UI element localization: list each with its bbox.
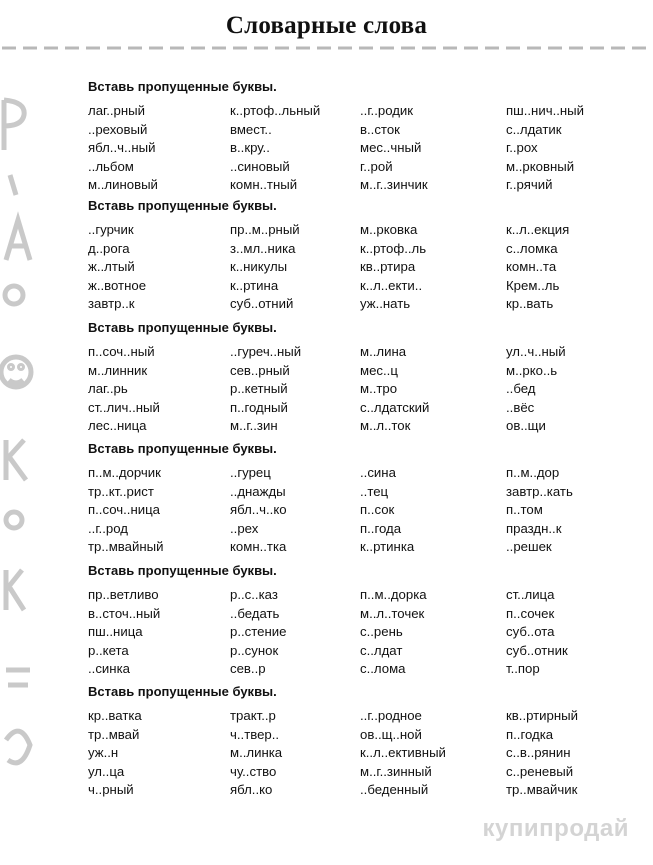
word: з..мл..ника <box>230 240 296 256</box>
word: с..реневый <box>506 763 574 779</box>
word: д..рога <box>88 240 130 256</box>
word: м..л..ток <box>360 418 411 433</box>
word: ..вёс <box>506 399 535 415</box>
word: завтр..к <box>88 296 135 311</box>
word: к..л..екти.. <box>360 277 423 293</box>
word: с..ломка <box>506 240 558 256</box>
word-grid <box>88 344 628 437</box>
word: ..днажды <box>230 483 286 499</box>
word: м..тро <box>360 381 398 396</box>
section-heading: Вставь пропущенные буквы. <box>88 320 277 335</box>
word: завтр..кать <box>506 483 573 499</box>
word: м..л..точек <box>360 605 425 621</box>
word: м..рковный <box>506 158 575 174</box>
word: р..кетный <box>230 381 288 396</box>
word: пр..м..рный <box>230 222 300 237</box>
word-row <box>88 521 628 540</box>
word: кр..ватка <box>88 708 142 723</box>
word-row <box>88 624 628 643</box>
word-row <box>88 296 628 315</box>
word: ж..вотное <box>88 277 147 293</box>
word: ..г..родное <box>360 708 422 723</box>
word-row <box>88 122 628 141</box>
word: ст..лич..ный <box>88 399 160 415</box>
word-row <box>88 764 628 783</box>
word: г..рой <box>360 158 393 174</box>
word: п..м..дорка <box>360 587 427 602</box>
word-row <box>88 259 628 278</box>
word: м..г..зинчик <box>360 177 428 192</box>
word: м..г..зин <box>230 418 278 433</box>
word: п..соч..ный <box>88 344 155 359</box>
word-row <box>88 782 628 801</box>
word-row <box>88 381 628 400</box>
word-row <box>88 278 628 297</box>
word: мес..чный <box>360 140 422 155</box>
exercise-section-2 <box>88 198 628 315</box>
word-row <box>88 103 628 122</box>
word: м..рковка <box>360 222 418 237</box>
word-grid <box>88 708 628 801</box>
word: тр..мвай <box>88 726 140 742</box>
word: к..л..ективный <box>360 745 446 760</box>
word: ов..щи <box>506 418 546 433</box>
word: ябл..ко <box>230 782 273 797</box>
word: р..сунок <box>230 642 279 658</box>
section-heading: Вставь пропущенные буквы. <box>88 198 277 213</box>
word: ст..лица <box>506 587 555 602</box>
word: ..тец <box>360 483 389 499</box>
word: комн..та <box>506 259 557 274</box>
word: пш..ница <box>88 624 143 639</box>
word: Крем..ль <box>506 277 560 293</box>
word-row <box>88 159 628 178</box>
word: ..гурчик <box>88 222 134 237</box>
word-row <box>88 177 628 196</box>
word: м..линка <box>230 745 283 760</box>
word-row <box>88 140 628 159</box>
word: к..ртоф..льный <box>230 103 321 118</box>
word: ..рех <box>230 520 259 536</box>
word: ул..ч..ный <box>506 344 566 359</box>
word-row <box>88 606 628 625</box>
word: ябл..ч..ко <box>230 502 287 517</box>
word-grid <box>88 465 628 558</box>
exercise-section-1 <box>88 79 628 196</box>
word: ..решек <box>506 539 552 554</box>
word: ..г..родик <box>360 103 414 118</box>
word-row <box>88 745 628 764</box>
word: ч..твер.. <box>230 726 280 742</box>
word-row <box>88 222 628 241</box>
word: ..сина <box>360 465 396 480</box>
word-row <box>88 344 628 363</box>
word: ч..рный <box>88 782 134 797</box>
word: р..с..каз <box>230 587 278 602</box>
word: сев..р <box>230 661 266 676</box>
word: ..льбом <box>88 158 134 174</box>
section-heading: Вставь пропущенные буквы. <box>88 684 277 699</box>
word: п..года <box>360 520 402 536</box>
word: м..линовый <box>88 177 158 192</box>
word: пш..нич..ный <box>506 103 585 118</box>
page-title: Словарные слова <box>225 12 428 39</box>
word: комн..тка <box>230 539 287 554</box>
word: ..бед <box>506 381 536 396</box>
word: ..гуреч..ный <box>230 344 302 359</box>
word: тр..мвайный <box>88 539 164 554</box>
section-heading: Вставь пропущенные буквы. <box>88 563 277 578</box>
word: праздн..к <box>506 520 562 536</box>
word: м..г..зинный <box>360 763 432 779</box>
word: уж..нать <box>360 296 411 311</box>
exercise-section-5 <box>88 563 628 680</box>
word: г..рячий <box>506 177 553 192</box>
word: кв..ртирный <box>506 708 579 723</box>
word: к..ртина <box>230 277 279 293</box>
word: суб..отний <box>230 296 294 311</box>
word: п..сок <box>360 502 395 517</box>
word: с..лома <box>360 661 406 676</box>
word: ..г..род <box>88 520 128 536</box>
word: п..годный <box>230 399 288 415</box>
word-row <box>88 418 628 437</box>
word: ..беденный <box>360 782 429 797</box>
word: ..синовый <box>230 158 290 174</box>
section-heading: Вставь пропущенные буквы. <box>88 79 277 94</box>
word: лаг..рный <box>88 103 146 118</box>
word-row <box>88 363 628 382</box>
word: тракт..р <box>230 708 276 723</box>
watermark-text: купипродай <box>482 815 629 842</box>
word: т..пор <box>506 661 540 676</box>
word: п..м..дорчик <box>88 465 161 480</box>
word: п..годка <box>506 726 554 742</box>
word: тр..мвайчик <box>506 782 578 797</box>
word: м..лина <box>360 344 407 359</box>
word: вмест.. <box>230 121 272 137</box>
word: в..сточ..ный <box>88 605 161 621</box>
word: лаг..рь <box>88 381 128 396</box>
word: тр..кт..рист <box>88 483 154 499</box>
word-grid <box>88 103 628 196</box>
word: комн..тный <box>230 177 298 192</box>
word: м..рко..ь <box>506 362 558 378</box>
word: ..бедать <box>230 605 280 621</box>
word: кв..ртира <box>360 259 416 274</box>
word: к..ртинка <box>360 539 415 554</box>
word: ов..щ..ной <box>360 726 422 742</box>
word: суб..ота <box>506 624 555 639</box>
word: уж..н <box>88 745 119 760</box>
word-row <box>88 708 628 727</box>
word-row <box>88 539 628 558</box>
word: к..л..екция <box>506 222 570 237</box>
word: с..лдатик <box>506 121 562 137</box>
word: п..сочек <box>506 605 555 621</box>
word: п..соч..ница <box>88 502 160 517</box>
word-row <box>88 502 628 521</box>
word: ..реховый <box>88 121 148 137</box>
word: мес..ц <box>360 362 398 378</box>
word: п..м..дор <box>506 465 560 480</box>
word: с..лдат <box>360 642 403 658</box>
word: пр..ветливо <box>88 587 159 602</box>
word: в..кру.. <box>230 140 270 155</box>
word-row <box>88 400 628 419</box>
word: с..лдатский <box>360 399 430 415</box>
decorative-letters-strip <box>0 80 36 820</box>
word: кр..вать <box>506 296 554 311</box>
word: р..стение <box>230 624 287 639</box>
word: лес..ница <box>88 418 147 433</box>
word: к..никулы <box>230 259 288 274</box>
word-row <box>88 241 628 260</box>
word-row <box>88 643 628 662</box>
section-heading: Вставь пропущенные буквы. <box>88 441 277 456</box>
word-row <box>88 587 628 606</box>
word-row <box>88 484 628 503</box>
word-row <box>88 661 628 680</box>
exercise-section-4 <box>88 441 628 558</box>
word-row <box>88 465 628 484</box>
word: суб..отник <box>506 642 568 658</box>
word: м..линник <box>88 362 148 378</box>
word-grid <box>88 587 628 680</box>
word: ул..ца <box>88 763 125 779</box>
exercise-section-6 <box>88 684 628 801</box>
word: ..гурец <box>230 465 271 480</box>
word: р..кета <box>88 642 129 658</box>
word-grid <box>88 222 628 315</box>
word: с..рень <box>360 624 403 639</box>
dashed-divider <box>0 46 653 50</box>
exercise-section-3 <box>88 320 628 437</box>
word: чу..ство <box>230 763 277 779</box>
word: сев..рный <box>230 362 290 378</box>
word: ябл..ч..ный <box>88 140 156 155</box>
word: в..сток <box>360 121 400 137</box>
word-row <box>88 727 628 746</box>
word: ж..лтый <box>88 259 135 274</box>
word: г..рох <box>506 140 538 155</box>
word: к..ртоф..ль <box>360 240 427 256</box>
word: с..в..рянин <box>506 745 571 760</box>
word: ..синка <box>88 661 130 676</box>
word: п..том <box>506 502 543 517</box>
